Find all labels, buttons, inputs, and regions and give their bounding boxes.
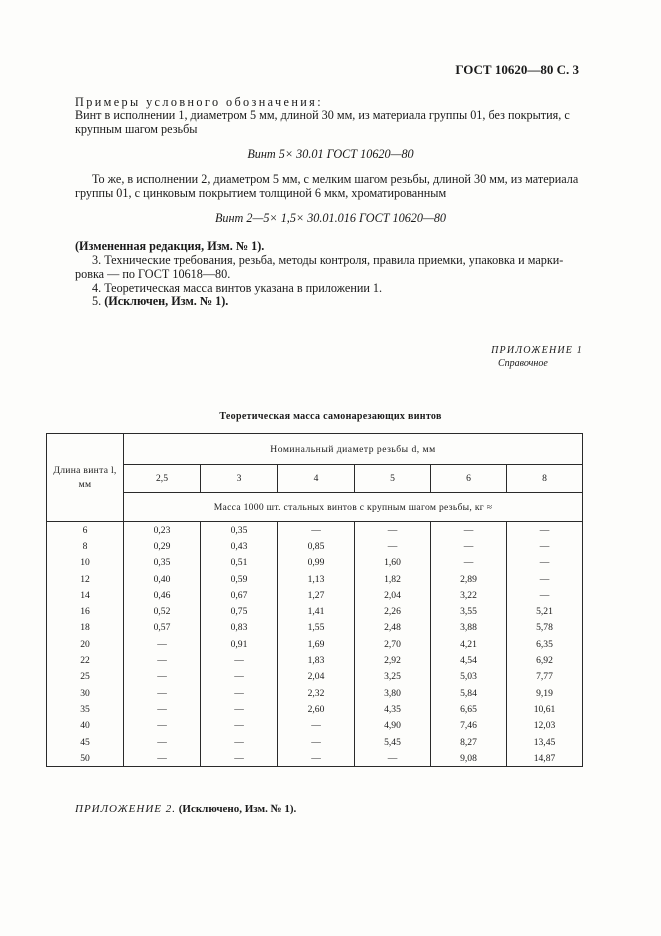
example2-line1: То же, в исполнении 2, диаметром 5 мм, с мелким шагом резьбы, длиной 30 мм, из материала [92, 172, 579, 186]
table-row [47, 555, 583, 571]
edited-note: (Измененная редакция, Изм. № 1). [75, 239, 265, 253]
clause-5-text: (Исключен, Изм. № 1). [104, 294, 229, 308]
row-header: Длина винта l, мм [47, 434, 124, 522]
mass-cell: 1,41 [278, 603, 355, 619]
mass-cell: 0,57 [124, 620, 201, 636]
mass-cell: — [431, 555, 507, 571]
table-row [47, 538, 583, 554]
mass-cell: 7,77 [507, 669, 583, 685]
mass-cell: — [124, 652, 201, 668]
table-row [47, 571, 583, 587]
mass-cell: 14,87 [507, 750, 583, 767]
mass-cell: 0,29 [124, 538, 201, 554]
page-header: ГОСТ 10620—80 С. 3 [455, 62, 579, 77]
mass-cell: 0,52 [124, 603, 201, 619]
mass-cell: 9,19 [507, 685, 583, 701]
clause-4: 4. Теоретическая масса винтов указана в приложении 1. [92, 281, 383, 295]
mass-cell: — [355, 522, 431, 539]
mass-cell: 5,21 [507, 603, 583, 619]
mass-cell: — [124, 636, 201, 652]
mass-cell: 1,69 [278, 636, 355, 652]
length-cell: 50 [47, 750, 124, 767]
mass-cell: 2,26 [355, 603, 431, 619]
mass-cell: 0,91 [201, 636, 278, 652]
mass-cell: 13,45 [507, 734, 583, 750]
table-title: Теоретическая масса самонарезающих винтов [219, 411, 442, 422]
mass-cell: 3,55 [431, 603, 507, 619]
length-cell: 8 [47, 538, 124, 554]
diameter-cell: 8 [507, 465, 583, 493]
length-cell: 18 [47, 620, 124, 636]
table-row [47, 636, 583, 652]
mass-cell: — [355, 538, 431, 554]
length-cell: 12 [47, 571, 124, 587]
mass-cell: 9,08 [431, 750, 507, 767]
mass-cell: 1,55 [278, 620, 355, 636]
mass-cell: — [507, 587, 583, 603]
mass-cell: 7,46 [431, 718, 507, 734]
mass-cell: 8,27 [431, 734, 507, 750]
mass-cell: — [124, 701, 201, 717]
table-row [47, 603, 583, 619]
length-cell: 25 [47, 669, 124, 685]
mass-cell: — [278, 522, 355, 539]
mass-cell: 4,35 [355, 701, 431, 717]
length-cell: 14 [47, 587, 124, 603]
mass-cell: — [507, 538, 583, 554]
appendix-2-label: ПРИЛОЖЕНИЕ 2. [75, 803, 176, 815]
mass-cell: — [124, 685, 201, 701]
mass-cell: 1,27 [278, 587, 355, 603]
mass-cell: 2,48 [355, 620, 431, 636]
examples-heading: Примеры условного обозначения: [75, 95, 323, 109]
mass-cell: 12,03 [507, 718, 583, 734]
example1-line1: Винт в исполнении 1, диаметром 5 мм, длиной 30 мм, из материала группы 01, без покрытия, с [75, 108, 570, 122]
mass-cell: 0,59 [201, 571, 278, 587]
mass-cell: 4,21 [431, 636, 507, 652]
mass-cell: — [507, 571, 583, 587]
table-row [47, 669, 583, 685]
diameter-cell: 3 [201, 465, 278, 493]
mass-cell: — [124, 718, 201, 734]
diameter-cell: 4 [278, 465, 355, 493]
mass-cell: 6,65 [431, 701, 507, 717]
mass-cell: 1,60 [355, 555, 431, 571]
mass-cell: 3,80 [355, 685, 431, 701]
mass-cell: 6,35 [507, 636, 583, 652]
mass-cell: 0,51 [201, 555, 278, 571]
diameter-cell: 2,5 [124, 465, 201, 493]
mass-cell: — [201, 734, 278, 750]
table-body [47, 522, 583, 767]
appendix-subtitle: Справочное [498, 358, 548, 369]
mass-cell: — [431, 538, 507, 554]
mass-cell: 0,83 [201, 620, 278, 636]
mass-cell: 5,84 [431, 685, 507, 701]
table-row [47, 701, 583, 717]
diameter-cell: 5 [355, 465, 431, 493]
table-row [47, 620, 583, 636]
length-cell: 35 [47, 701, 124, 717]
mass-cell: 10,61 [507, 701, 583, 717]
mass-cell: 0,67 [201, 587, 278, 603]
mass-cell: 0,40 [124, 571, 201, 587]
mass-cell: — [124, 669, 201, 685]
mass-cell: — [355, 750, 431, 767]
mass-cell: 3,88 [431, 620, 507, 636]
mass-cell: — [124, 750, 201, 767]
mass-cell: 2,32 [278, 685, 355, 701]
mass-cell: 3,22 [431, 587, 507, 603]
mass-cell: 1,82 [355, 571, 431, 587]
mass-header: Масса 1000 шт. стальных винтов с крупным шагом резьбы, кг ≈ [124, 493, 583, 522]
clause-5-number: 5. [92, 294, 102, 308]
mass-cell: 0,35 [201, 522, 278, 539]
mass-cell: 0,85 [278, 538, 355, 554]
mass-cell: 3,25 [355, 669, 431, 685]
mass-cell: 2,70 [355, 636, 431, 652]
table-row [47, 750, 583, 767]
length-cell: 10 [47, 555, 124, 571]
table-row [47, 652, 583, 668]
length-cell: 40 [47, 718, 124, 734]
mass-cell: 5,78 [507, 620, 583, 636]
mass-cell: — [201, 685, 278, 701]
length-cell: 30 [47, 685, 124, 701]
mass-cell: 5,03 [431, 669, 507, 685]
example2-line2: группы 01, с цинковым покрытием толщиной 6 мкм, хроматированным [75, 186, 447, 200]
mass-cell: 1,83 [278, 652, 355, 668]
mass-cell: — [278, 734, 355, 750]
mass-cell: 6,92 [507, 652, 583, 668]
mass-cell: 4,90 [355, 718, 431, 734]
diameter-row [47, 465, 583, 493]
mass-cell: — [507, 522, 583, 539]
mass-cell: 2,92 [355, 652, 431, 668]
mass-cell: — [201, 750, 278, 767]
example2-designation: Винт 2—5× 1,5× 30.01.016 ГОСТ 10620—80 [214, 211, 447, 225]
mass-cell: — [507, 555, 583, 571]
mass-cell: 0,46 [124, 587, 201, 603]
diameter-cell: 6 [431, 465, 507, 493]
mass-cell: 1,13 [278, 571, 355, 587]
mass-cell: — [278, 750, 355, 767]
mass-cell: 2,04 [355, 587, 431, 603]
length-cell: 16 [47, 603, 124, 619]
mass-cell: 2,60 [278, 701, 355, 717]
length-cell: 45 [47, 734, 124, 750]
table-row [47, 734, 583, 750]
mass-cell: — [201, 669, 278, 685]
mass-cell: 5,45 [355, 734, 431, 750]
table-row [47, 587, 583, 603]
mass-cell: 0,99 [278, 555, 355, 571]
diameter-header: Номинальный диаметр резьбы d, мм [124, 434, 583, 465]
length-cell: 20 [47, 636, 124, 652]
clause-3-line1: 3. Технические требования, резьба, методы контроля, правила приемки, упаковка и марки- [92, 253, 564, 267]
mass-cell: 0,43 [201, 538, 278, 554]
mass-cell: 4,54 [431, 652, 507, 668]
mass-cell: — [201, 701, 278, 717]
mass-cell: 0,23 [124, 522, 201, 539]
mass-cell: 0,75 [201, 603, 278, 619]
clause-3-line2: ровка — по ГОСТ 10618—80. [75, 267, 231, 281]
example1-line2: крупным шагом резьбы [75, 122, 198, 136]
appendix-2-note [75, 803, 296, 815]
table-row [47, 685, 583, 701]
mass-cell: — [201, 652, 278, 668]
mass-table [46, 433, 583, 767]
example1-designation: Винт 5× 30.01 ГОСТ 10620—80 [247, 147, 414, 161]
mass-cell: — [431, 522, 507, 539]
mass-cell: 0,35 [124, 555, 201, 571]
appendix-title: ПРИЛОЖЕНИЕ 1 [491, 345, 583, 356]
mass-cell: — [201, 718, 278, 734]
length-cell: 22 [47, 652, 124, 668]
mass-cell: — [278, 718, 355, 734]
clause-5 [92, 294, 228, 309]
mass-cell: 2,89 [431, 571, 507, 587]
table-row [47, 522, 583, 539]
mass-cell: 2,04 [278, 669, 355, 685]
table-row [47, 718, 583, 734]
length-cell: 6 [47, 522, 124, 539]
appendix-2-text: (Исключено, Изм. № 1). [178, 803, 297, 815]
mass-cell: — [124, 734, 201, 750]
